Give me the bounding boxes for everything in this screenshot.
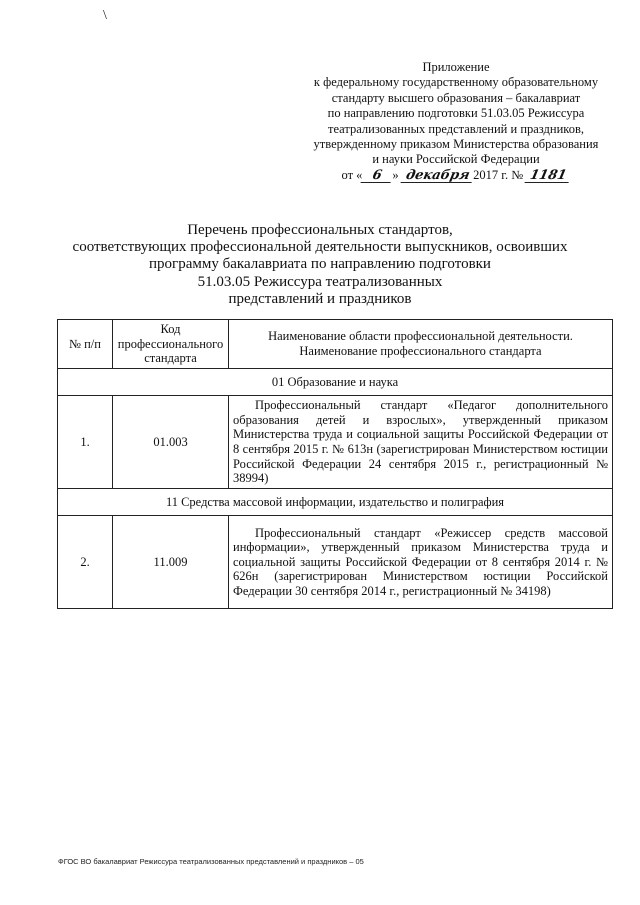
section-title: 11 Средства массовой информации, издательство и полиграфия [58,489,613,516]
section-row [58,369,613,396]
appendix-line: театрализованных представлений и праздников, [328,121,584,136]
table-row [58,516,613,609]
date-year: 2017 г. № [473,167,524,182]
stray-mark: \ [103,8,107,23]
appendix-line: к федеральному государственному образовательному [313,75,599,90]
row-description: Профессиональный стандарт «Педагог дополнительного образования детей и взрослых», утвержденный приказом Министерства труда и социальной защиты Российской Федерации от 8 сентября 2015 г. № 613н (зарегистрирован Министерством юстиции Российской Федерации 24 сентября 2015 г., регистрационный № 38994) [233,398,608,486]
handwritten-day: 6 [361,169,394,183]
header-name-line1: Наименование области профессиональной деятельности. [268,329,573,344]
row-description-cell [229,516,613,609]
handwritten-month: декабря [400,169,474,183]
title-line: Перечень профессиональных стандартов, [187,222,453,238]
order-date-line [300,168,612,183]
date-prefix: от « [341,167,363,182]
title-line: представлений и праздников [228,290,412,307]
document-title [40,222,600,308]
header-name-line2: Наименование профессионального стандарта [299,344,542,358]
appendix-line: утвержденному приказом Министерства образования [313,137,599,152]
table-header-row [58,320,613,369]
appendix-line: Приложение [422,60,490,74]
row-code: 11.009 [113,516,229,609]
appendix-line: стандарту высшего образования – бакалавриат [331,90,581,105]
title-line: программу бакалавриата по направлению подготовки [149,256,491,273]
handwritten-order-number: 1181 [525,169,572,183]
row-num: 1. [58,396,113,489]
table-row [58,396,613,489]
page-footer: ФГОС ВО бакалавриат Режиссура театрализованных представлений и праздников – 05 [58,857,364,866]
row-description-cell [229,396,613,489]
appendix-line: по направлению подготовки 51.03.05 Режиссура [327,106,585,121]
header-code: Код профессионального стандарта [113,320,229,369]
row-code: 01.003 [113,396,229,489]
row-num: 2. [58,516,113,609]
appendix-header [300,60,612,183]
section-row [58,489,613,516]
row-description: Профессиональный стандарт «Режиссер средств массовой информации», утвержденный приказом Министерства труда и социальной защиты Российской Федерации от 8 сентября 2014 г. № 626н (зарегистрирован Министерством юстиции Российской Федерации 30 сентября 2014 г., регистрационный № 34198) [233,525,608,598]
date-mid: » [392,167,399,182]
title-line: соответствующих профессиональной деятельности выпускников, освоивших [72,239,568,256]
appendix-line: и науки Российской Федерации [372,152,540,167]
header-num: № п/п [58,320,113,369]
title-line: 51.03.05 Режиссура театрализованных [197,273,443,290]
section-title: 01 Образование и наука [58,369,613,396]
header-name [229,320,613,369]
standards-table [57,319,613,609]
